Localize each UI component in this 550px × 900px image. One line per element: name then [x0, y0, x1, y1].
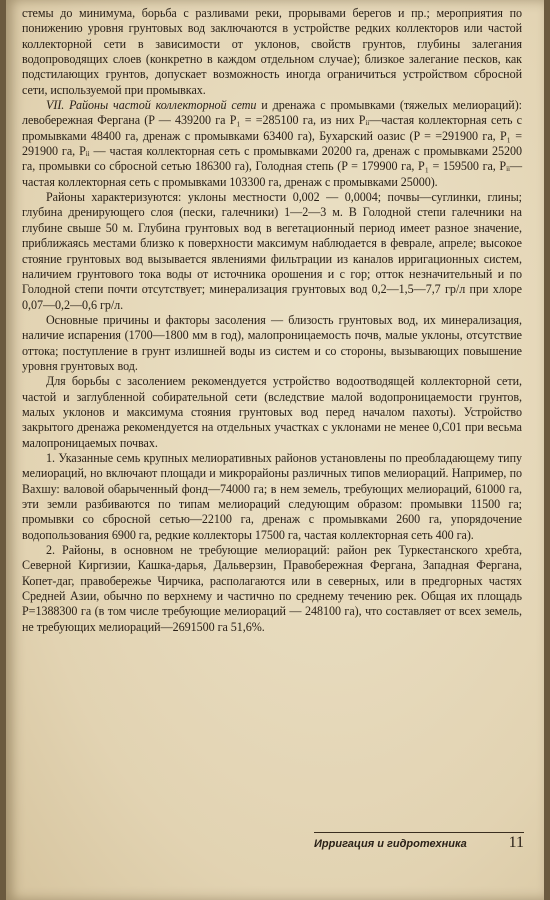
running-title: Ирригация и гидротехника: [314, 838, 467, 850]
paragraph-2: [22, 98, 522, 190]
page-number: 11: [508, 834, 524, 851]
paragraph-4: Основные причины и факторы засоления — близость грунтовых вод, их минерализация, наличие испарения (1700—1800 мм в год), малопроницаемость почв, малые уклоны, отсутствие оттока; поступление в грунт излишней воды из систем и со стороны, вызывающих повышение уровня грунтовых вод.: [22, 312, 522, 373]
paragraph-6: 1. Указанные семь крупных мелиоративных районов установлены по преобладающему типу мелиораций, но включают площади и микрорайоны различных типов мелиораций. Например, по Вахшу: валовой обарыченный фонд—74000 га; в нем земель, требующих мелиораций, 61000 га, эти земли разбиваются по типам мелиораций следующим образом: промывки 11500 га; промывки со сбросной сетью—22100 га, дренаж с промывками 2600 га, упорядочение водопользования 6900 га, редкие коллекторы 17500 га, частая коллекторная сеть 400 га).: [22, 450, 522, 542]
paragraph-5: Для борьбы с засолением рекомендуется устройство водоотводящей коллекторной сети, частой и заглубленной собирательной сети (вследствие малой водопроницаемости грунтов, малых уклонов и максимума стояния грунтовых вод перед началом пахоты). Устройство закрытого дренажа рекомендуется на отдельных участках с уклонами не менее 0,С01 при весьма малопроницаемых почвах.: [22, 374, 522, 450]
page-footer: [314, 832, 524, 859]
paragraph-2-text: и дренажа с промывками (тяжелых мелиораций): левобережная Фергана (P — 439200 га P₁ = =285100 га, из них Pᵢᵢ—частая коллекторная сеть с промывками 48400 га, дренаж с промывками 63400 га), Бухарский оазис (P = =291900 га, P₁ = 291900 га, Pᵢᵢ — частая коллекторная сеть с промывками 20200 га, дренаж с промывками 25200 га, промывки со сбросной сетью 186300 га), Голодная степь (P = 179900 га, P₁ = 159500 га, Pᵢᵢ— частая коллекторная сеть с промывками 103300 га, дренаж с промывками 25000).: [22, 98, 522, 189]
body-text: [22, 6, 522, 635]
book-page: [6, 0, 544, 900]
paragraph-3: Районы характеризуются: уклоны местности 0,002 — 0,0004; почвы—суглинки, глины; глубина дренирующего слоя (пески, галечники) 1—2—3 м. В Голодной степи галечники на глубине свыше 50 м. Глубина грунтовых вод в вегетационный период имеет разное значение, приближаясь местами близко к поверхности максимум наблюдается в феврале, апреле; высокое стояние грунтовых вод вызывается явлениями фильтрации из каналов ирригационных систем, наличием грунтового тока воды от источника орошения и с гор; отток незначительный и по Голодной степи почти отсутствует; минерализация грунтовых вод 0,2—1,5—7,7 гр/л при хлоре 0,07—0,2—0,6 гр/л.: [22, 190, 522, 312]
paragraph-7: 2. Районы, в основном не требующие мелиораций: район рек Туркестанского хребта, Северной Киргизии, Кашка-дарья, Дальверзин, Правобережная Фергана, Западная Фергана, Копет-даг, правобережье Чирчика, располагаются или в северных, или в предгорных частях Средней Азии, обычно по верхнему и частично по среднему течению рек. Общая их площадь P=1388300 га (в том числе требующие мелиораций — 248100 га), что составляет от всех земель, не требующих мелиораций—2691500 га 51,6%.: [22, 543, 522, 634]
paragraph-1: стемы до минимума, борьба с разливами реки, прорывами берегов и пр.; мероприятия по понижению уровня грунтовых вод заключаются в устройстве редких коллекторов или частой коллекторной сети в зависимости от уклонов, свойств грунтов, глубины залегания водопроводящих слоев (конкретно в каждом отдельном случае); близкое залегание песков, как подстилающих грунтов, допускает возможность иногда ограничиться устройством сбросной сети, используемой при промывках.: [22, 6, 522, 97]
section-heading: VII. Районы частой коллекторной сети: [46, 98, 257, 113]
